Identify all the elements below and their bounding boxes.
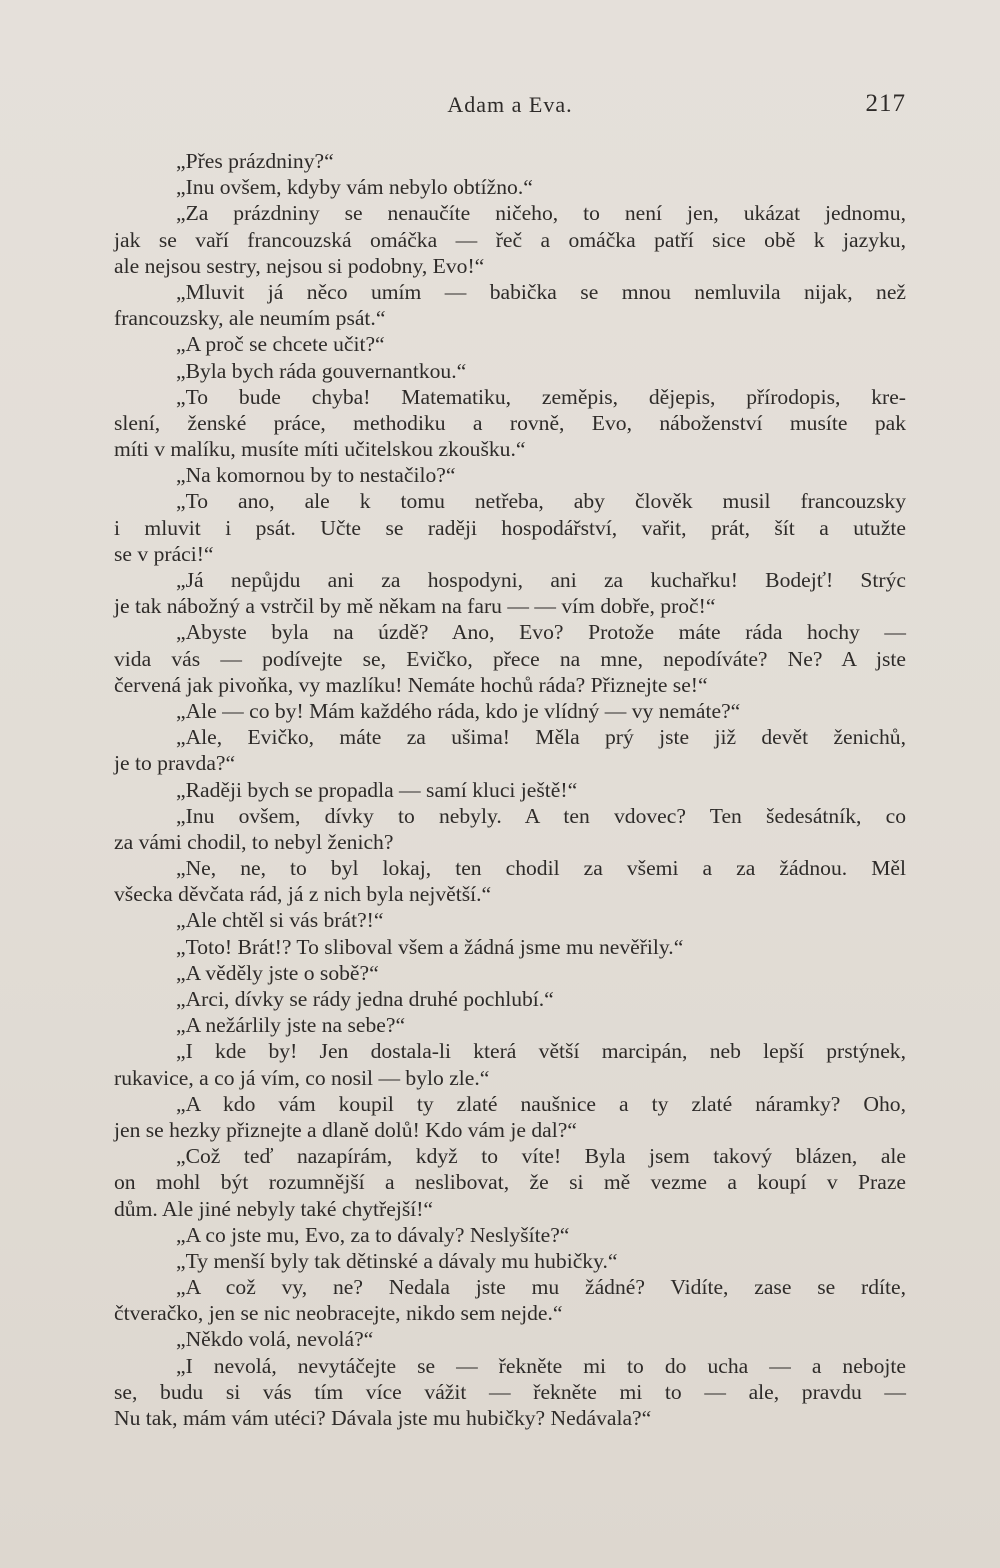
text-line: „Abyste byla na úzdě? Ano, Evo? Protože máte ráda hochy — bbox=[176, 620, 906, 645]
text-line: ale nejsou sestry, nejsou si podobny, Evo!“ bbox=[114, 253, 485, 278]
text-line: vida vás — podívejte se, Evičko, přece na mne, nepodíváte? Ne? A jste bbox=[114, 646, 906, 671]
text-line: míti v malíku, musíte míti učitelskou zkoušku.“ bbox=[114, 437, 526, 462]
text-line: je to pravda?“ bbox=[114, 751, 236, 776]
running-head bbox=[114, 92, 906, 124]
text-line: jak se vaří francouzská omáčka — řeč a omáčka patří sice obě k jazyku, bbox=[114, 227, 906, 252]
body-text bbox=[114, 148, 906, 1431]
text-line: francouzsky, ale neumím psát.“ bbox=[114, 306, 386, 331]
text-line: „Přes prázdniny?“ bbox=[176, 149, 334, 173]
text-line: „Inu ovšem, dívky to nebyly. A ten vdovec? Ten šedesátník, co bbox=[176, 803, 906, 828]
text-line: „Byla bych ráda gouvernantkou.“ bbox=[176, 358, 467, 383]
text-line: „Ale, Evičko, máte za ušima! Měla prý jste již devět ženichů, bbox=[176, 725, 906, 750]
text-line: červená jak pivoňka, vy mazlíku! Nemáte hochů ráda? Přiznejte se!“ bbox=[114, 672, 708, 697]
text-line: „Ale — co by! Mám každého ráda, kdo je vlídný — vy nemáte?“ bbox=[176, 698, 741, 723]
text-line: „To ano, ale k tomu netřeba, aby člověk musil francouzsky bbox=[176, 489, 906, 514]
text-line: „A věděly jste o sobě?“ bbox=[176, 960, 379, 985]
text-line: „Mluvit já něco umím — babička se mnou nemluvila nijak, než bbox=[176, 279, 906, 304]
page-number: 217 bbox=[865, 90, 906, 117]
text-line: on mohl být rozumnější a neslibovat, že si mě vezme a koupí v Praze bbox=[114, 1170, 906, 1195]
text-line: „I kde by! Jen dostala-li která větší marcipán, neb lepší prstýnek, bbox=[176, 1039, 906, 1064]
text-line: jen se hezky přiznejte a dlaně dolů! Kdo vám je dal?“ bbox=[114, 1117, 577, 1142]
text-line: dům. Ale jiné nebyly také chytřejší!“ bbox=[114, 1196, 434, 1221]
text-line: „Toto! Brát!? To sliboval všem a žádná jsme mu nevěřily.“ bbox=[176, 934, 684, 959]
running-title: Adam a Eva. bbox=[447, 92, 573, 117]
text-line: se, budu si vás tím více vážit — řekněte mi to — ale, pravdu — bbox=[114, 1379, 906, 1404]
text-line: „A co jste mu, Evo, za to dávaly? Neslyšíte?“ bbox=[176, 1222, 570, 1247]
text-line: „Inu ovšem, kdyby vám nebylo obtížno.“ bbox=[176, 175, 533, 200]
text-line: „Za prázdniny se nenaučíte ničeho, to není jen, ukázat jednomu, bbox=[176, 201, 906, 226]
text-line: „Ty menší byly tak dětinské a dávaly mu hubičky.“ bbox=[176, 1248, 618, 1273]
text-line: „Já nepůjdu ani za hospodyni, ani za kuchařku! Bodejť! Strýc bbox=[176, 568, 906, 592]
text-line: „Ne, ne, to byl lokaj, ten chodil za všemi a za žádnou. Měl bbox=[176, 856, 906, 881]
text-line: „To bude chyba! Matematiku, zeměpis, dějepis, přírodopis, kre- bbox=[176, 384, 906, 409]
text-line: „A proč se chcete učit?“ bbox=[176, 332, 385, 357]
text-line: se v práci!“ bbox=[114, 541, 214, 566]
text-line: čtveračko, jen se nic neobracejte, nikdo sem nejde.“ bbox=[114, 1301, 563, 1326]
text-line: „Někdo volá, nevolá?“ bbox=[176, 1327, 374, 1352]
text-line: „Raději bych se propadla — samí kluci ještě!“ bbox=[176, 777, 578, 802]
text-line: „A kdo vám koupil ty zlaté naušnice a ty zlaté náramky? Oho, bbox=[176, 1091, 906, 1116]
text-line: „A nežárlily jste na sebe?“ bbox=[176, 1013, 406, 1038]
text-line: „A což vy, ne? Nedala jste mu žádné? Vidíte, zase se rdíte, bbox=[176, 1275, 906, 1300]
text-line: všecka děvčata rád, já z nich byla největší.“ bbox=[114, 882, 492, 907]
text-line: „I nevolá, nevytáčejte se — řekněte mi to do ucha — a nebojte bbox=[176, 1353, 906, 1378]
text-line: Nu tak, mám vám utéci? Dávala jste mu hubičky? Nedávala?“ bbox=[114, 1406, 652, 1430]
text-line: „Na komornou by to nestačilo?“ bbox=[176, 463, 456, 488]
text-line: je tak nábožný a vstrčil by mě někam na faru — — vím dobře, proč!“ bbox=[114, 594, 716, 619]
text-line: slení, ženské práce, methodiku a rovně, Evo, náboženství musíte pak bbox=[114, 410, 906, 435]
text-line: za vámi chodil, to nebyl ženich? bbox=[114, 829, 394, 854]
text-line: rukavice, a co já vím, co nosil — bylo zle.“ bbox=[114, 1065, 490, 1090]
text-line: i mluvit i psát. Učte se raději hospodářství, vařit, prát, šít a utužte bbox=[114, 515, 906, 540]
text-line: „Arci, dívky se rády jedna druhé pochlubí.“ bbox=[176, 987, 554, 1011]
text-line: „Ale chtěl si vás brát?!“ bbox=[176, 908, 384, 933]
text-line: „Což teď nazapírám, když to víte! Byla jsem takový blázen, ale bbox=[176, 1144, 906, 1169]
